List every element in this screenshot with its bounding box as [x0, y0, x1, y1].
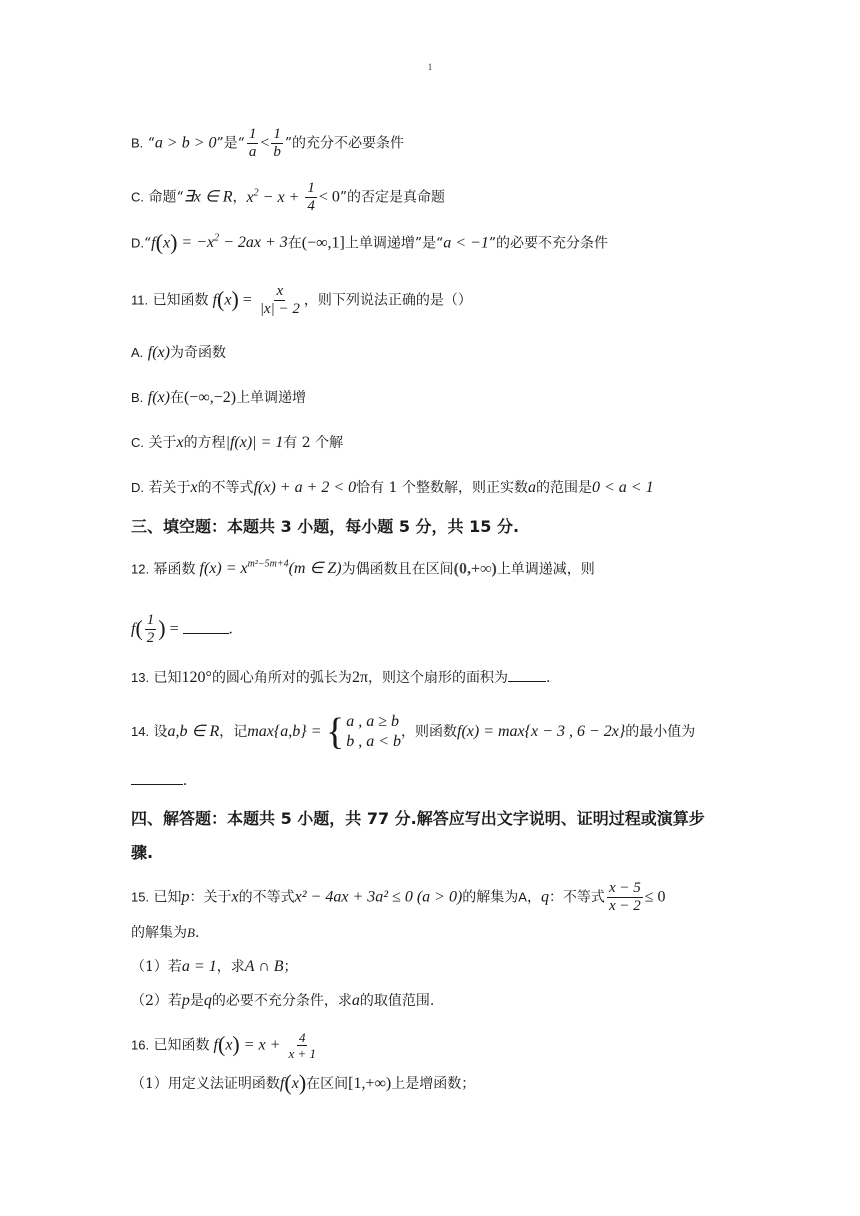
page-number: 1	[427, 62, 433, 72]
section-4-heading-line2: 骤.	[131, 843, 154, 862]
q15-stem: 15. 已知p：关于x的不等式x² − 4ax + 3a² ≤ 0 (a > 0)的解集为A，q：不等式 $\frac{x - 5}{x - 2}$ ≤ 0	[131, 880, 666, 914]
q12-blank-line: f( $\frac{1}{2}$ ) = .	[131, 612, 233, 646]
section-4-heading-line1: 四、解答题：本题共 5 小题，共 77 分.解答应写出文字说明、证明过程或演算步	[131, 809, 705, 828]
section-3-heading: 三、填空题：本题共 3 小题，每小题 5 分，共 15 分.	[131, 517, 520, 536]
q15-stem-cont: 的解集为B.	[131, 925, 200, 941]
q14-blank-line: .	[131, 770, 771, 792]
q10-option-c: C. 命题“∃x ∈ R，$x^2 - x$ + $\frac{1}{4}$ < 0”的否定是真命题	[131, 180, 446, 214]
q13-answer-blank	[508, 667, 546, 682]
q10-option-d: D.“f(x) = $-x^2 - 2ax + 3$在(−∞,1]上单调递增”是“a < −1”的必要不充分条件	[131, 229, 608, 255]
q11-option-d: D. 若关于x的不等式f(x) + a + 2 < 0恰有 1 个整数解，则正实数a的范围是0 < a < 1	[131, 479, 654, 496]
q10-option-b: B. “a > b > 0”是“ $\frac{1}{a}$ < $\frac{1}{b}$ ”的充分不必要条件	[131, 126, 405, 160]
q13-stem: 13. 已知120°的圆心角所对的弧长为2π，则这个扇形的面积为 .	[131, 669, 551, 686]
q11-stem: 11. 已知函数 f(x) = $\frac{x}{|x| - 2}$ ，则下列说法正确的是（）	[131, 283, 472, 317]
q16-sub1: （1）用定义法证明函数f(x)在区间[1,+∞)上是增函数；	[131, 1070, 476, 1095]
q12-stem: 12. 幂函数 $f(x) = x^{m^2-5m+4}(m$ ∈ Z)为偶函数且在区间(0,+∞)上单调递减，则	[131, 559, 595, 578]
q12-answer-blank	[183, 619, 229, 634]
q11-option-a: A. f(x)为奇函数	[131, 344, 226, 361]
q15-sub1: （1）若a = 1，求A ∩ B；	[131, 958, 298, 975]
q11-option-b: B. f(x)在(−∞,−2)上单调递增	[131, 389, 307, 406]
q14-stem: 14. 设a,b ∈ R，记max{a,b} = { a , a ≥ b b , a < b ，则函数f(x) = max{x − 3 , 6 − 2x}的最小值为	[131, 711, 696, 753]
q15-sub2: （2）若p是q的必要不充分条件，求a的取值范围.	[131, 992, 435, 1009]
q11-option-c: C. 关于x的方程|f(x)| = 1有 2 个解	[131, 434, 344, 451]
q16-stem: 16. 已知函数 f(x) = x + $\frac{4}{x + 1}$	[131, 1030, 316, 1061]
q14-answer-blank	[131, 770, 183, 785]
